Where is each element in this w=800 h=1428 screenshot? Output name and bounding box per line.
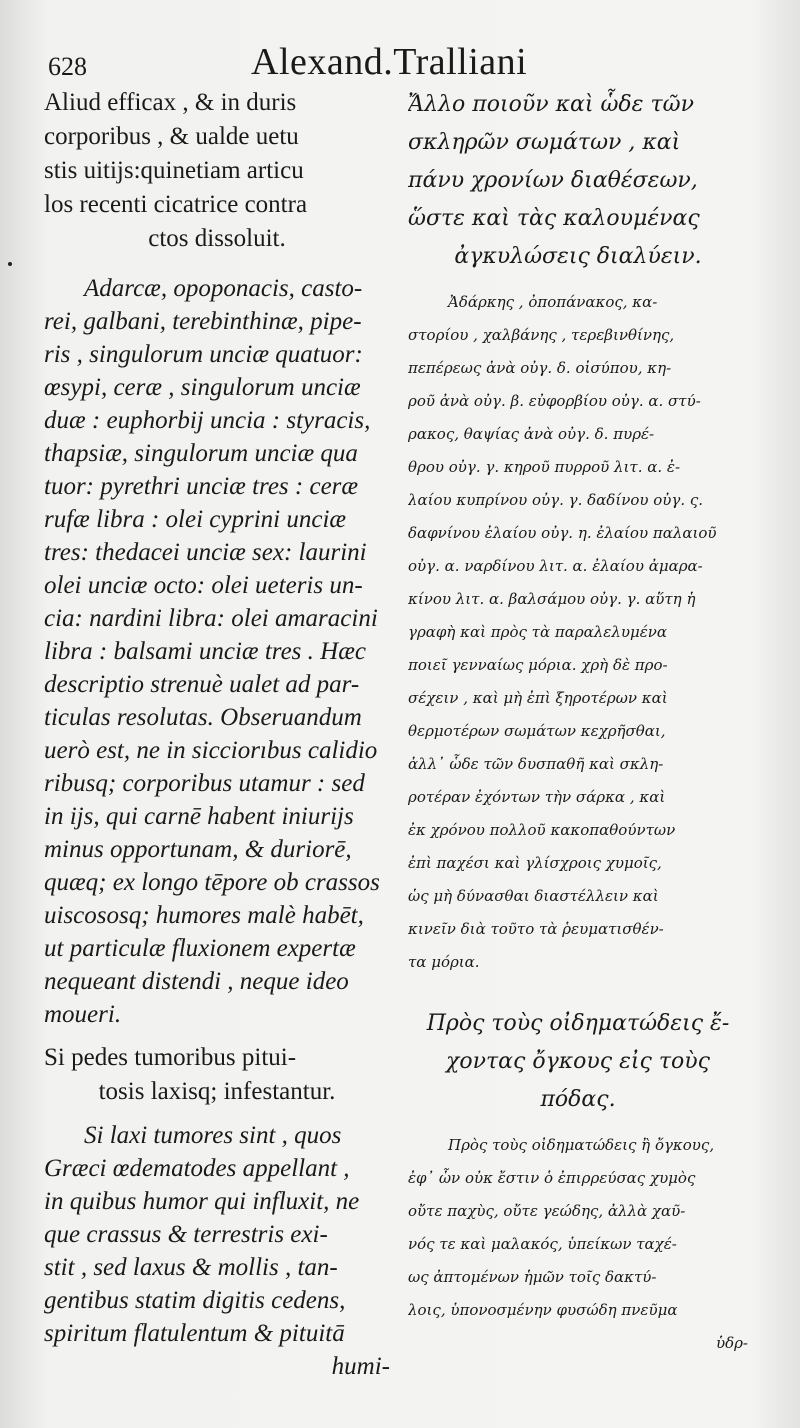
text-line: tres: thedacei unciæ sex: laurini xyxy=(44,539,367,566)
text-line: olei unciæ octo: olei ueteris un- xyxy=(44,572,363,599)
text-line: tuor: pyrethri unciæ tres : ceræ xyxy=(44,473,359,500)
greek-recipe-heading xyxy=(408,86,748,276)
text-line: ἐκ χρόνου πολλοῦ κακοπαθούντων xyxy=(408,821,676,839)
text-line: œsypi, ceræ , singulorum unciæ xyxy=(44,374,361,401)
text-line: στορίου , χαλβάνης , τερεβινθίνης, xyxy=(408,326,675,344)
text-line: λοις, ὑπονοσμένην φυσώδη πνεῦμα xyxy=(408,1301,678,1319)
latin-recipe-body xyxy=(44,272,390,1031)
catchword: humi- xyxy=(331,1353,390,1380)
text-line: λαίου κυπρίνου οὐγ. γ. δαδίνου οὐγ. ς. xyxy=(408,491,704,509)
text-line: ἀλλ᾽ ὧδε τῶν δυσπαθῆ καὶ σκλη- xyxy=(408,755,664,773)
text-line: gentibus statim digitis cedens, xyxy=(44,1287,346,1314)
text-line: Πρὸς τοὺς οἰδηματώδεις ἔ- xyxy=(426,1011,730,1036)
text-line: libra : balsami unciæ tres . Hæc xyxy=(44,638,366,665)
text-line: κινεῖν διὰ τοῦτο τὰ ῥευματισθέν- xyxy=(408,920,664,938)
text-line: θερμοτέρων σωμάτων κεχρῆσθαι, xyxy=(408,722,666,740)
text-line: descriptio strenuè ualet ad par- xyxy=(44,671,360,698)
text-line: uerò est, ne in sicciorıbus calidio xyxy=(44,737,378,764)
text-line: los recenti cicatrice contra xyxy=(44,191,308,218)
text-line: Si laxi tumores sint , quos xyxy=(84,1122,342,1149)
text-line: stit , sed laxus & mollis , tan- xyxy=(44,1254,338,1281)
page-header xyxy=(46,40,566,92)
text-line: ἀγκυλώσεις διαλύειν. xyxy=(454,244,702,269)
text-line: in ijs, qui carnē habent iniurijs xyxy=(44,803,354,830)
text-line: Si pedes tumoribus pitui- xyxy=(44,1044,297,1071)
text-line: tosis laxisq; infestantur. xyxy=(98,1078,336,1105)
text-line: πάνυ χρονίων διαθέσεων, xyxy=(408,168,698,193)
text-line: ticulas resolutas. Obseruandum xyxy=(44,704,362,731)
text-line: θρου οὐγ. γ. κηροῦ πυρροῦ λιτ. α. ἐ- xyxy=(408,458,681,476)
text-line: ροτέραν ἐχόντων τὴν σάρκα , καὶ xyxy=(408,788,666,806)
text-line: Aliud efficax , & in duris xyxy=(44,89,297,116)
text-line: cia: nardini libra: olei amaracini xyxy=(44,605,378,632)
text-line: ρακος, θαψίας ἀνὰ οὐγ. δ. πυρέ- xyxy=(408,425,655,443)
text-line: Adarcæ, opoponacis, casto- xyxy=(84,275,363,302)
text-line: duæ : euphorbij uncia : styracis, xyxy=(44,407,371,434)
margin-mark xyxy=(8,262,12,266)
greek-recipe-body xyxy=(408,286,748,979)
latin-recipe-heading xyxy=(44,86,390,256)
text-line: moueri. xyxy=(44,1001,122,1028)
latin-column xyxy=(44,86,390,1383)
text-line: ως ἀπτομένων ἡμῶν τοῖς δακτύ- xyxy=(408,1268,657,1286)
running-title: Alexand.Tralliani xyxy=(251,41,528,83)
text-line: κίνου λιτ. α. βαλσάμου οὐγ. γ. αὕτη ἡ xyxy=(408,590,696,608)
text-line: ut particulæ fluxionem expertæ xyxy=(44,935,356,962)
text-line: σκληρῶν σωμάτων , καὶ xyxy=(408,130,681,155)
text-line: Πρὸς τοὺς οἰδηματώδεις ἢ ὄγκους, xyxy=(448,1136,715,1154)
catchword: ὑδρ- xyxy=(715,1334,748,1352)
text-line: τα μόρια. xyxy=(408,953,480,971)
text-line: ribusq; corporibus utamur : sed xyxy=(44,770,365,797)
text-line: Ἄλλο ποιοῦν καὶ ὧδε τῶν xyxy=(408,92,694,117)
greek-section-body xyxy=(408,1129,748,1360)
greek-section-heading xyxy=(408,1005,748,1119)
text-line: γραφὴ καὶ πρὸς τὰ παραλελυμένα xyxy=(408,623,668,641)
text-line: ποιεῖ γενναίως μόρια. χρὴ δὲ προ- xyxy=(408,656,668,674)
text-line: οὐγ. α. ναρδίνου λιτ. α. ἐλαίου ἀμαρα- xyxy=(408,557,703,575)
text-line: minus opportunam, & duriorē, xyxy=(44,836,352,863)
text-line: corporibus , & ualde uetu xyxy=(44,123,299,150)
text-line: ἐπὶ παχέσι καὶ γλίσχροις χυμοῖς, xyxy=(408,854,662,872)
text-line: δαφνίνου ἐλαίου οὐγ. η. ἐλαίου παλαιοῦ xyxy=(408,524,717,542)
text-line: ὡς μὴ δύνασθαι διαστέλλειν καὶ xyxy=(408,887,659,905)
text-line: stis uitijs:quinetiam articu xyxy=(44,157,304,184)
text-line: ἐφ᾽ ὧν οὐκ ἔστιν ὁ ἐπιρρεύσας χυμὸς xyxy=(408,1169,696,1187)
text-line: Ἀδάρκης , ὀποπάνακος, κα- xyxy=(448,293,658,311)
text-line: rufæ libra : olei cyprini unciæ xyxy=(44,506,347,533)
greek-column xyxy=(408,86,748,1360)
page-number: 628 xyxy=(48,52,87,81)
text-line: πόδας. xyxy=(540,1087,616,1112)
text-line: οὔτε παχὺς, οὔτε γεώδης, ἀλλὰ χαῦ- xyxy=(408,1202,686,1220)
text-line: πεπέρεως ἀνὰ οὐγ. δ. οἰσύπου, κη- xyxy=(408,359,672,377)
text-line: rei, galbani, terebinthinæ, pipe- xyxy=(44,308,362,335)
latin-section-body xyxy=(44,1119,390,1383)
text-line: ctos dissoluit. xyxy=(148,225,286,252)
text-line: quæq; ex longo tēpore ob crassos xyxy=(44,869,380,896)
latin-section-heading xyxy=(44,1041,390,1109)
text-line: νός τε καὶ μαλακός, ὑπείκων ταχέ- xyxy=(408,1235,677,1253)
text-line: σέχειν , καὶ μὴ ἐπὶ ξηροτέρων καὶ xyxy=(408,689,668,707)
text-line: ris , singulorum unciæ quatuor: xyxy=(44,341,363,368)
text-line: nequeant distendi , neque ideo xyxy=(44,968,349,995)
text-line: uiscososq; humores malè habēt, xyxy=(44,902,364,929)
text-line: thapsiæ, singulorum unciæ qua xyxy=(44,440,358,467)
text-line: in quibus humor qui influxit, ne xyxy=(44,1188,360,1215)
text-line: ὥστε καὶ τὰς καλουμένας xyxy=(408,206,700,231)
text-line: χοντας ὄγκους εἰς τοὺς xyxy=(446,1049,710,1074)
text-line: Græci œdematodes appellant , xyxy=(44,1155,350,1182)
text-line: que crassus & terrestris exi- xyxy=(44,1221,328,1248)
text-line: ροῦ ἀνὰ οὐγ. β. εὐφορβίου οὐγ. α. στύ- xyxy=(408,392,701,410)
text-line: spiritum flatulentum & pituitā xyxy=(44,1320,345,1347)
